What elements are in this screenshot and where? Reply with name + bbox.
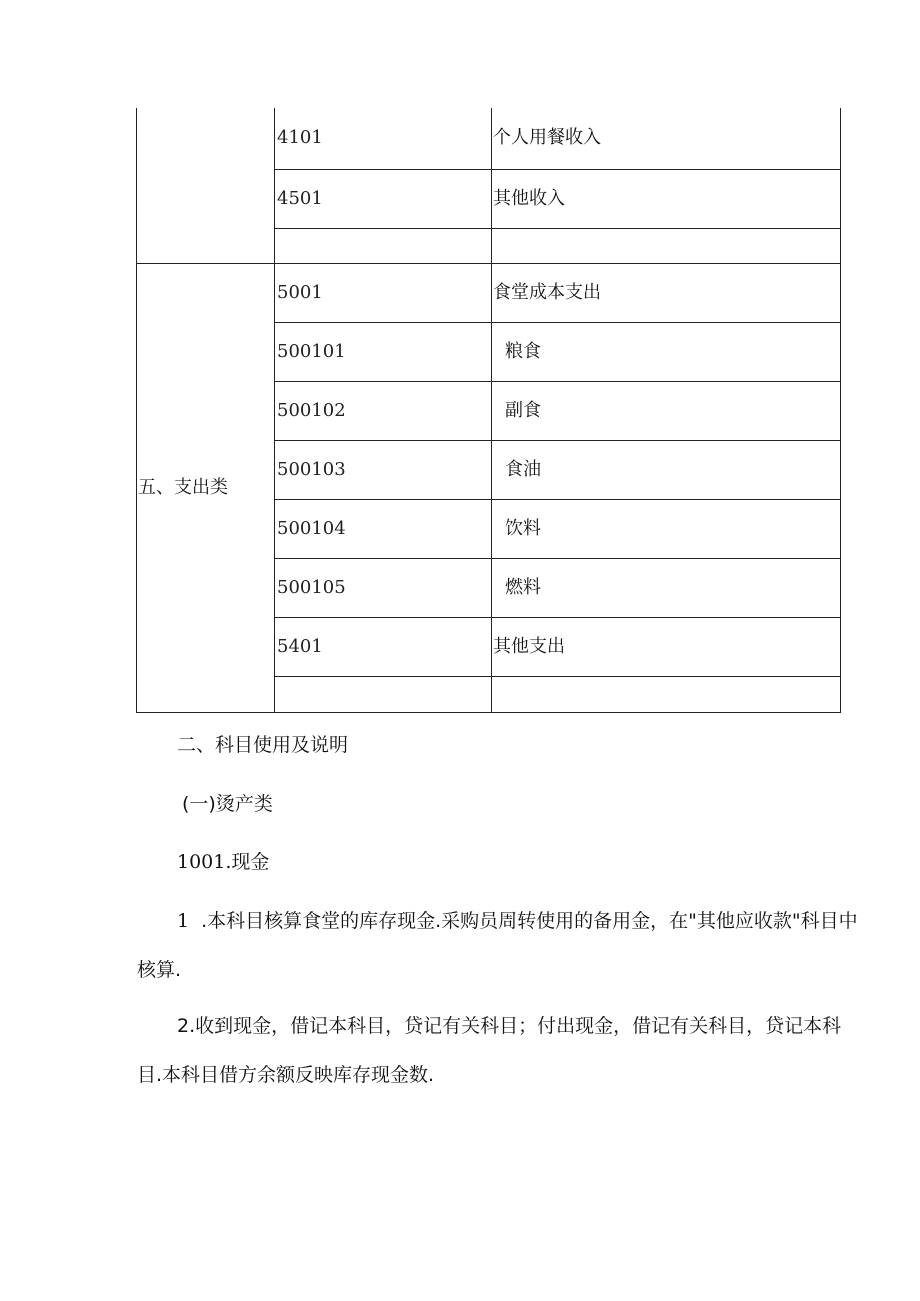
account-code-cell: 4501 [275,169,492,228]
item-2-line-2: 目.本科目借方余额反映库存现金数. [137,1064,435,1086]
account-name-cell: 其他收入 [492,169,841,228]
account-heading-name: 现金 [231,851,270,873]
account-code-cell [275,676,492,712]
category-cell: 五、支出类 [137,263,275,712]
account-heading-code: 1001. [177,851,232,873]
item-2-line-1: 2.收到现金，借记本科目，贷记有关科目；付出现金，借记有关科目，贷记本科 [177,1015,842,1037]
account-name-cell: 燃料 [492,558,841,617]
account-code-cell: 5001 [275,263,492,322]
account-code-cell: 500102 [275,381,492,440]
account-code-cell: 5401 [275,617,492,676]
item-1-line-2: 核算. [137,959,182,981]
account-code-cell: 4101 [275,108,492,169]
subsection-heading: (一)烫产类 [182,793,273,815]
account-name-cell: 个人用餐收入 [492,108,841,169]
item-1-text: .本科目核算食堂的库存现金.采购员周转使用的备用金，在"其他应收款"科目中 [201,910,858,932]
account-code-cell: 500104 [275,499,492,558]
section-heading: 二、科目使用及说明 [177,734,349,756]
table-row [137,108,841,169]
account-name-cell: 饮料 [492,499,841,558]
account-name-cell: 其他支出 [492,617,841,676]
item-1-number: 1 [177,910,190,932]
account-code-cell [275,228,492,263]
account-name-cell [492,676,841,712]
account-name-cell: 副食 [492,381,841,440]
account-code-cell: 500101 [275,322,492,381]
category-cell [137,108,275,263]
account-name-cell [492,228,841,263]
account-heading [177,853,269,872]
account-name-cell: 食堂成本支出 [492,263,841,322]
account-table [136,108,841,713]
account-name-cell: 食油 [492,440,841,499]
account-name-cell: 粮食 [492,322,841,381]
item-1-line-1 [177,912,858,931]
table-row [137,263,841,322]
account-code-cell: 500105 [275,558,492,617]
account-code-cell: 500103 [275,440,492,499]
